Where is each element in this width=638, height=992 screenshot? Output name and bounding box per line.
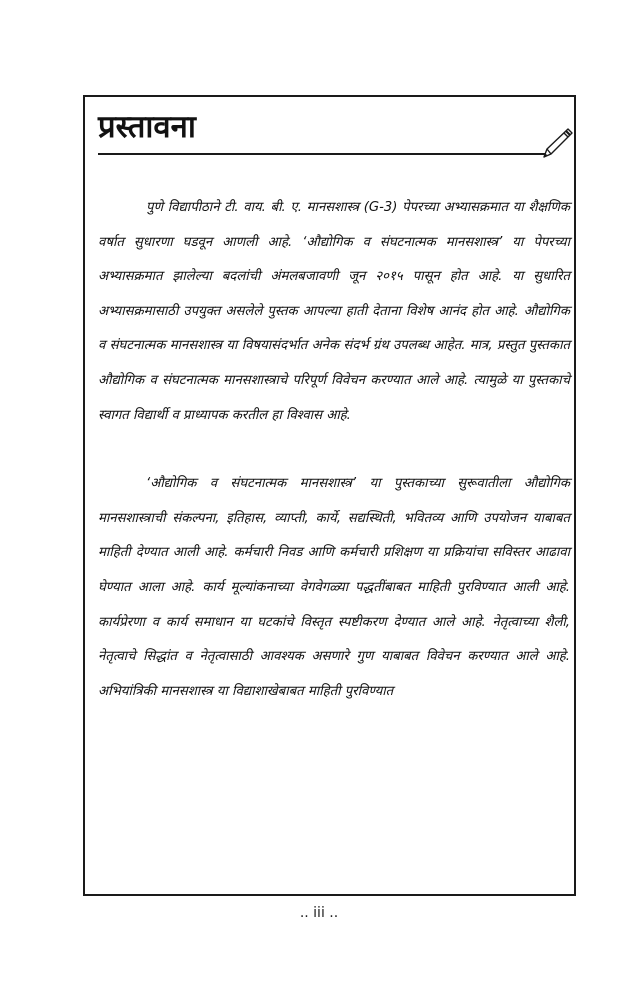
page-frame xyxy=(83,95,576,896)
preface-body xyxy=(98,191,570,709)
title-underline xyxy=(98,153,546,155)
paragraph-1: पुणे विद्यापीठाने टी. वाय. बी. ए. मानसशास्त्र (G-3) पेपरच्या अभ्यासक्रमात या शैक्षणिक वर्षात सुधारणा घडवून आणली आहे. ‘औद्योगिक व संघटनात्मक मानसशास्त्र’ या पेपरच्या अभ्यासक्रमात झालेल्या बदलांची अंमलबजावणी जून २०१५ पासून होत आहे. या सुधारित अभ्यासक्रमासाठी उपयुक्त असलेले पुस्तक आपल्या हाती देताना विशेष आनंद होत आहे. औद्योगिक व संघटनात्मक मानसशास्त्र या विषयासंदर्भात अनेक संदर्भ ग्रंथ उपलब्ध आहेत. मात्र, प्रस्तुत पुस्तकात औद्योगिक व संघटनात्मक मानसशास्त्राचे परिपूर्ण विवेचन करण्यात आले आहे. त्यामुळे या पुस्तकाचे स्वागत विद्यार्थी व प्राध्यापक करतील हा विश्वास आहे. xyxy=(98,200,570,423)
pen-icon xyxy=(540,125,576,161)
page-title: प्रस्तावना xyxy=(98,109,196,145)
page-number: .. iii .. xyxy=(299,905,339,921)
paragraph-2: ‘औद्योगिक व संघटनात्मक मानसशास्त्र’ या पुस्तकाच्या सुरूवातीला औद्योगिक मानसशास्त्राची संकल्पना, इतिहास, व्याप्ती, कार्ये, सद्यस्थिती, भवितव्य आणि उपयोजन याबाबत माहिती देण्यात आली आहे. कर्मचारी निवड आणि कर्मचारी प्रशिक्षण या प्रक्रियांचा सविस्तर आढावा घेण्यात आला आहे. कार्य मूल्यांकनाच्या वेगवेगळ्या पद्धतींबाबत माहिती पुरविण्यात आली आहे. कार्यप्रेरणा व कार्य समाधान या घटकांचे विस्तृत स्पष्टीकरण देण्यात आले आहे. नेतृत्वाच्या शैली, नेतृत्वाचे सिद्धांत व नेतृत्वासाठी आवश्यक असणारे गुण याबाबत विवेचन करण्यात आले आहे. अभियांत्रिकी मानसशास्त्र या विद्याशाखेबाबत माहिती पुरविण्यात xyxy=(98,476,570,699)
